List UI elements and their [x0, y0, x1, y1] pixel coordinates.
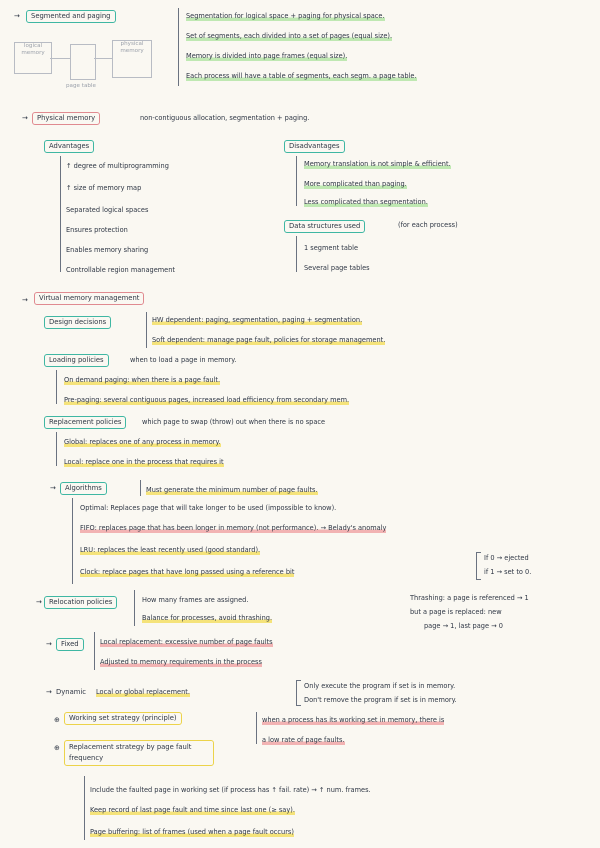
replacement-line: Global: replaces one of any process in memory. — [64, 438, 221, 446]
physical-subtitle: non-contiguous allocation, segmentation + paging. — [140, 114, 310, 122]
adv-item: Controllable region management — [66, 266, 175, 274]
diagram-physical-memory — [112, 40, 152, 78]
algo-lru: LRU: replaces the least recently used (good standard). — [80, 546, 261, 554]
bullet-icon: → — [22, 114, 28, 122]
diagram-logical-label: logical memory — [21, 43, 45, 56]
heading-design-decisions: Design decisions — [44, 316, 111, 329]
clock-note: If 0 → ejected — [484, 554, 529, 562]
heading-fixed: Fixed — [56, 638, 84, 651]
divider — [56, 370, 57, 404]
working-set-line: a low rate of page faults. — [262, 736, 345, 744]
bullet-icon: → — [46, 640, 52, 648]
diagram-arrow — [94, 58, 112, 59]
algo-optimal: Optimal: Replaces page that will take longer to be used (impossible to know). — [80, 504, 337, 512]
loading-line: Pre-paging: several contiguous pages, increased load efficiency from secondary mem. — [64, 396, 350, 404]
bullet-icon: → — [36, 598, 42, 606]
ds-item: Several page tables — [304, 264, 370, 272]
fixed-line: Adjusted to memory requirements in the process — [100, 658, 262, 666]
divider — [146, 312, 147, 348]
divider — [56, 432, 57, 466]
heading-disadvantages: Disadvantages — [284, 140, 345, 153]
divider — [72, 498, 73, 584]
heading-loading-policies: Loading policies — [44, 354, 109, 367]
adv-item: Separated logical spaces — [66, 206, 149, 214]
divider — [296, 236, 297, 272]
dynamic-note: Local or global replacement. — [96, 688, 190, 696]
heading-virtual-memory: Virtual memory management — [34, 292, 144, 305]
brace — [476, 552, 481, 580]
thrashing-note: but a page is replaced: new — [410, 608, 502, 616]
loading-line: On demand paging: when there is a page fault. — [64, 376, 221, 384]
adv-item: ↑ size of memory map — [66, 184, 142, 192]
divider — [178, 8, 179, 86]
fixed-line: Local replacement: excessive number of page faults — [100, 638, 273, 646]
heading-advantages: Advantages — [44, 140, 94, 153]
replacement-note: which page to swap (throw) out when there is no space — [142, 418, 326, 426]
relocation-line: How many frames are assigned. — [142, 596, 249, 604]
algo-fifo: FIFO: replaces page that has been longer in memory (not performance). → Belady's anomaly — [80, 524, 387, 532]
algo-clock: Clock: replace pages that have long passed using a reference bit — [80, 568, 295, 576]
thrashing-note: Thrashing: a page is referenced → 1 — [410, 594, 529, 602]
heading-data-structures: Data structures used — [284, 220, 365, 233]
divider — [256, 712, 257, 744]
bullet-icon: → — [50, 484, 56, 492]
diagram-logical-memory — [14, 42, 52, 74]
adv-item: Enables memory sharing — [66, 246, 149, 254]
pff-line: Page buffering: list of frames (used when a page fault occurs) — [90, 828, 294, 836]
heading-replacement-policies: Replacement policies — [44, 416, 126, 429]
seg-line-1: Segmentation for logical space + paging for physical space. — [186, 12, 385, 20]
working-set-line: when a process has its working set in memory, there is — [262, 716, 445, 724]
seg-line-2: Set of segments, each divided into a set of pages (equal size). — [186, 32, 393, 40]
dynamic-side: Only execute the program if set is in memory. — [304, 682, 456, 690]
diagram-page-table-label: page table — [66, 83, 96, 89]
bullet-icon: → — [14, 12, 20, 20]
heading-working-set: Working set strategy (principle) — [64, 712, 182, 725]
bullet-icon: → — [22, 296, 28, 304]
disadv-item: Memory translation is not simple & efficient. — [304, 160, 451, 168]
pff-line: Keep record of last page fault and time since last one (≥ say). — [90, 806, 295, 814]
adv-item: ↑ degree of multiprogramming — [66, 162, 169, 170]
diagram-physical-label: physical memory — [120, 41, 144, 54]
divider — [94, 632, 95, 670]
heading-relocation-policies: Relocation policies — [44, 596, 117, 609]
data-structures-note: (for each process) — [398, 221, 458, 229]
pff-line: Include the faulted page in working set (if process has ↑ fail. rate) → ↑ num. frames. — [90, 786, 371, 794]
thrashing-note: page → 1, last page → 0 — [424, 622, 503, 630]
bullet-icon: ⊕ — [54, 744, 60, 752]
loading-note: when to load a page in memory. — [130, 356, 237, 364]
seg-line-3: Memory is divided into page frames (equal size). — [186, 52, 348, 60]
heading-dynamic: Dynamic — [56, 688, 86, 696]
disadv-item: More complicated than paging. — [304, 180, 407, 188]
seg-line-4: Each process will have a table of segments, each segm. a page table. — [186, 72, 417, 80]
clock-note: if 1 → set to 0. — [484, 568, 532, 576]
heading-pff: Replacement strategy by page fault frequency — [64, 740, 214, 766]
divider — [296, 156, 297, 206]
design-line: HW dependent: paging, segmentation, paging + segmentation. — [152, 316, 363, 324]
diagram-page-table-box — [70, 44, 96, 80]
ds-item: 1 segment table — [304, 244, 359, 252]
divider — [60, 156, 61, 272]
divider — [140, 480, 141, 496]
design-line: Soft dependent: manage page fault, policies for storage management. — [152, 336, 386, 344]
relocation-line: Balance for processes, avoid thrashing. — [142, 614, 273, 622]
heading-algorithms: Algorithms — [60, 482, 107, 495]
diagram-arrow — [50, 58, 70, 59]
brace — [296, 680, 301, 706]
heading-physical-memory: Physical memory — [32, 112, 100, 125]
adv-item: Ensures protection — [66, 226, 128, 234]
divider — [134, 590, 135, 626]
bullet-icon: ⊕ — [54, 716, 60, 724]
bullet-icon: → — [46, 688, 52, 696]
heading-seg-paging: Segmented and paging — [26, 10, 116, 23]
dynamic-side: Don't remove the program if set is in memory. — [304, 696, 457, 704]
disadv-item: Less complicated than segmentation. — [304, 198, 428, 206]
divider — [84, 776, 85, 840]
algorithms-note: Must generate the minimum number of page faults. — [146, 486, 318, 494]
replacement-line: Local: replace one in the process that requires it — [64, 458, 224, 466]
